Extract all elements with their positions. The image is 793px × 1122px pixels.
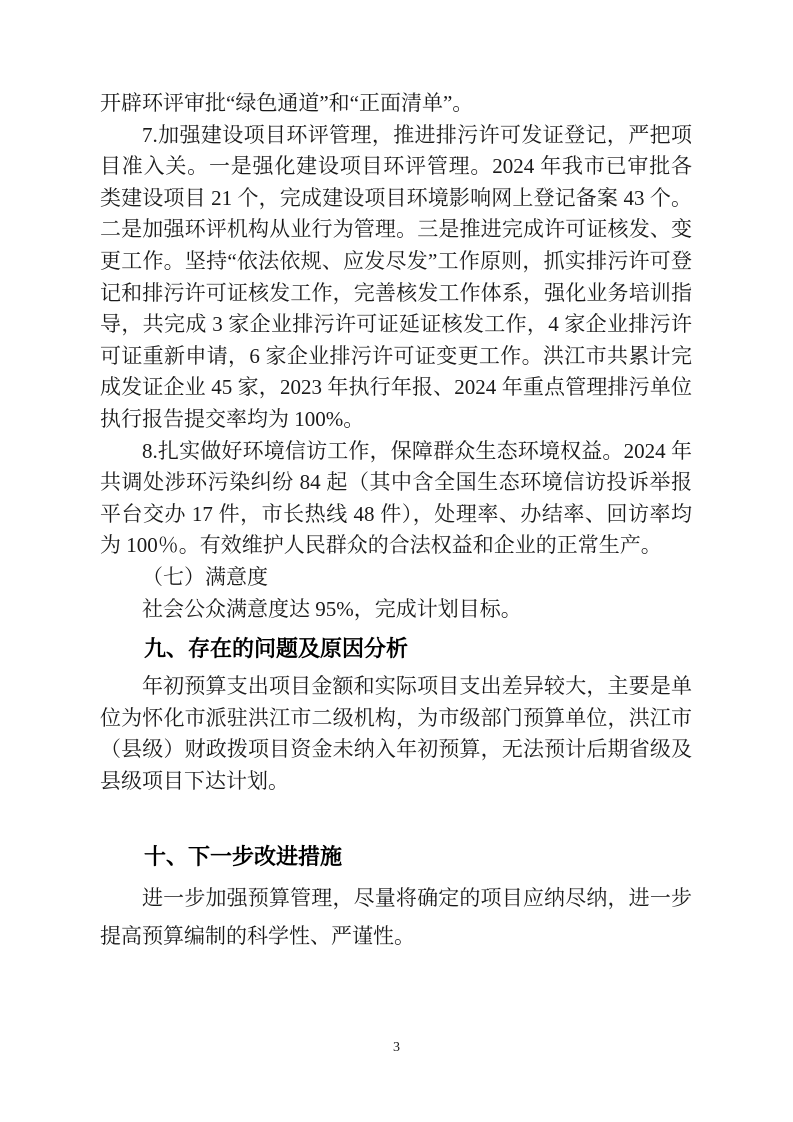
paragraph-item-8: 8.扎实做好环境信访工作，保障群众生态环境权益。2024 年共调处涉环污染纠纷 84 起（其中含全国生态环境信访投诉举报平台交办 17 件，市长热线 48 件），处理率、办结率、回访率均为 100％。有效维护人民群众的合法权益和企业的正常生产。 <box>100 438 692 558</box>
paragraph-section-10: 进一步加强预算管理，尽量将确定的项目应纳尽纳，进一步提高预算编制的科学性、严谨性。 <box>100 886 692 949</box>
section-heading-9-problems: 九、存在的问题及原因分析 <box>144 636 409 662</box>
section-heading-10-improvements: 十、下一步改进措施 <box>144 844 343 870</box>
paragraph-satisfaction: 社会公众满意度达 95%，完成计划目标。 <box>142 596 522 621</box>
paragraph-section-9: 年初预算支出项目金额和实际项目支出差异较大，主要是单位为怀化市派驻洪江市二级机构，为市级部门预算单位，洪江市（县级）财政拨项目资金未纳入年初预算，无法预计后期省级及县级项目下达计划。 <box>100 674 692 793</box>
subsection-heading-satisfaction: （七）满意度 <box>142 564 268 589</box>
page-number: 3 <box>393 1040 400 1055</box>
paragraph-carryover: 开辟环评审批“绿色通道”和“正面清单”。 <box>100 91 474 115</box>
paragraph-item-7: 7.加强建设项目环评管理，推进排污许可发证登记，严把项目准入关。一是强化建设项目环评管理。2024 年我市已审批各类建设项目 21 个，完成建设项目环境影响网上登记备案 43 个。二是加强环评机构从业行为管理。三是推进完成许可证核发、变更工作。坚持“依法依规、应发尽发”工作原则，抓实排污许可登记和排污许可证核发工作，完善核发工作体系，强化业务培训指导，共完成 3 家企业排污许可证延证核发工作，4 家企业排污许可证重新申请，6 家企业排污许可证变更工作。洪江市共累计完成发证企业 45 家，2023 年执行年报、2024 年重点管理排污单位执行报告提交率均为 100%。 <box>100 122 692 431</box>
page-content <box>100 88 692 955</box>
